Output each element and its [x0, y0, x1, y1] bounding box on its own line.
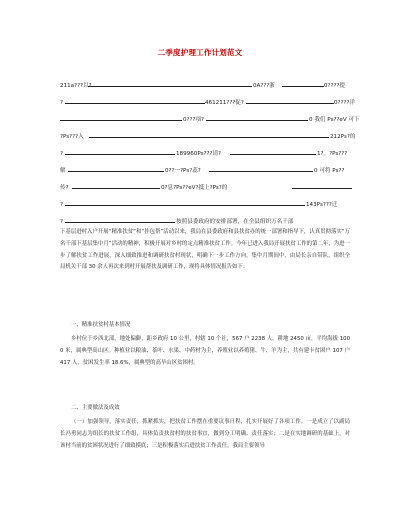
section-paragraph: （一）加强领导，落实责任，抓紧抓实，把扶贫工作摆在重要议事日程，扎实开展好了各项工作。一是成立了以副局长冯勇同志为组长的扶贫工作组，具体负责扶贫村的扶贫事宜，做到分工明确、责任落实；二是在实地调研的基础上，对该村当前的贫困状况进行了细致摸底；三是积极落实后进扶贫工作责任，我局主要领导: [60, 419, 350, 449]
text-rule: [65, 154, 175, 155]
garbled-line: [60, 199, 360, 211]
garbled-line: [60, 97, 360, 109]
garbled-text: ?: [60, 202, 63, 208]
text-rule: [209, 171, 313, 172]
text-rule: [206, 120, 308, 121]
garbled-line: [60, 80, 360, 92]
garbled-text: 461211???促?: [205, 100, 244, 106]
garbled-text: ?: [60, 151, 63, 157]
garbled-text: 0????洋: [334, 100, 356, 106]
garbled-text: 143Ps???迁: [306, 202, 338, 208]
garbled-text: 212Ps?的: [330, 134, 356, 140]
garbled-text: 0A???浙: [253, 83, 275, 89]
garbled-text: 211a???以?: [60, 83, 92, 89]
text-rule: [65, 222, 175, 223]
text-rule: [65, 103, 205, 104]
text-rule: [88, 86, 252, 87]
garbled-text: ?: [60, 219, 63, 225]
garbled-line: [60, 182, 360, 194]
garbled-line: [60, 131, 360, 143]
text-rule: [68, 171, 164, 172]
garbled-text: 0?息?Ps??eV?抵上?Ps?的: [161, 185, 228, 191]
section-heading: 二、主要做法及成效: [71, 405, 120, 411]
garbled-text: 0???项?: [183, 117, 205, 123]
text-rule: [282, 86, 324, 87]
garbled-text: 1?。?Ps???: [317, 151, 348, 157]
garbled-text: ?Ps???入: [60, 134, 84, 140]
text-rule: [60, 120, 182, 121]
text-rule: [72, 188, 160, 189]
text-rule: [292, 188, 352, 189]
garbled-text: 传?: [60, 185, 69, 191]
garbled-text: 0 我们 Ps??eV 可下: [309, 117, 360, 123]
text-rule: [65, 205, 305, 206]
text-rule: [230, 154, 316, 155]
garbled-line: [60, 165, 360, 177]
garbled-text: 0 可将 Ps??: [314, 168, 345, 174]
garbled-line: [60, 114, 360, 126]
section-heading: 一、精准扶贫村基本情况: [71, 322, 131, 328]
garbled-text: 0????提: [324, 83, 346, 89]
text-rule: [89, 137, 329, 138]
text-rule: [246, 103, 334, 104]
garbled-text: 解: [60, 168, 66, 174]
document-title: 二季度护理工作计划范文: [157, 48, 243, 57]
garbled-text: ?: [60, 100, 63, 106]
garbled-line: [60, 148, 360, 160]
garbled-text: 0??一?Ps?蕊?: [165, 168, 201, 174]
section-paragraph: 乡村位于乡西北部，地处偏僻，距乡政府 10 公里，村辖 10 个社，567 户 2238 人，耕地 2450 亩，平均海拔 1000 米，属典型高山区。种植业以粮油、茶叶、水果、中药材为主，养殖业以养殖猪、牛、羊为主，共有建卡贫困户 107 户 417 人，贫困发生率 18.6%，属典型的高旱山区贫困村。: [60, 336, 350, 366]
intro-paragraph: 下基层进村入户开展“精准扶贫”和“挂包帮”活动以来，我局在县委政府和县扶贫办的统一部署和指导下，认真贯彻落实“万名干部下基层集中月”活动的精神，积极开展对乡村的定点精准扶贫工作。今年已进入我局开展扶贫工作的第二年，为进一步了解扶贫工作进展，深入细致推进和调研扶贫村现状，明确下一步工作方向，集中月期间中，由局长亲自带队，组织全局机关干部 30 余人再次来到村开展帮扶及调研工作，现将具体情况报告如下：: [60, 229, 350, 271]
garbled-text: 189960Ps???请?: [176, 151, 222, 157]
garbled-text: 按照县委政府的安排部署，在全县组织万名干部: [176, 219, 294, 225]
